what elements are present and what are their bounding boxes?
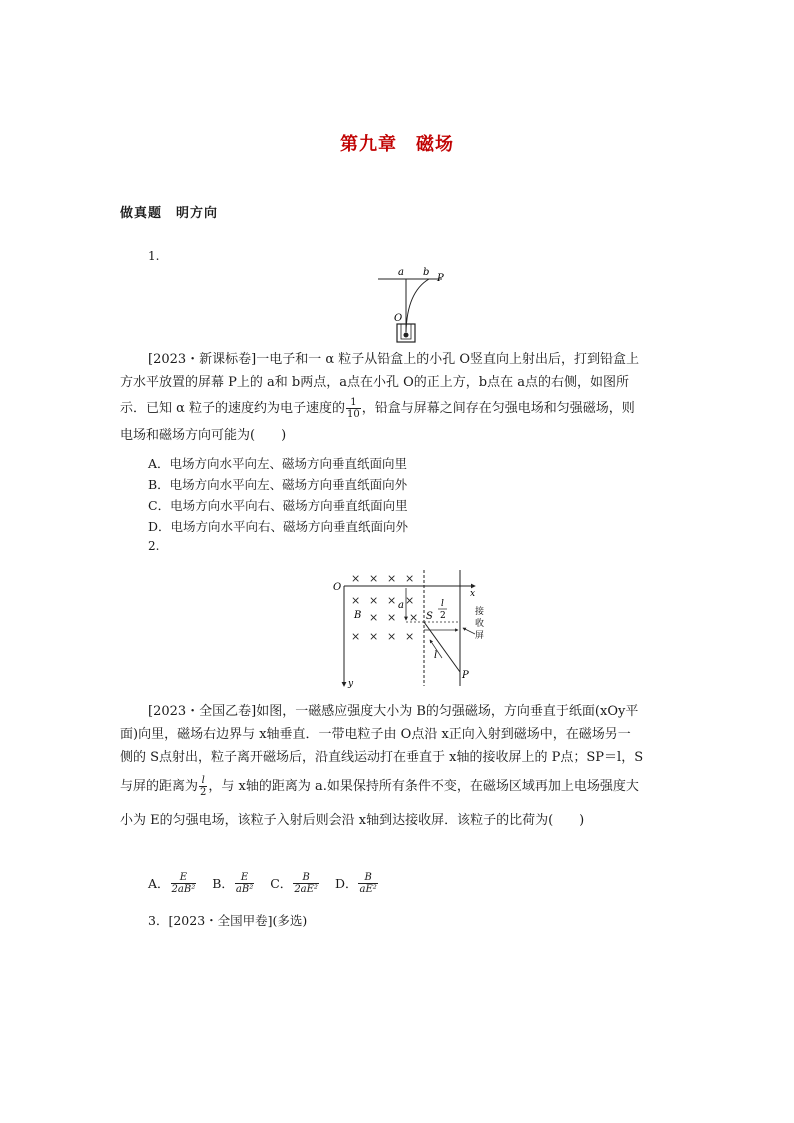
q2-line-5: 小为 E的匀强电场，该粒子入射后则会沿 x轴到达接收屏．该粒子的比荷为( ) <box>120 813 585 828</box>
q2-label-a: a <box>398 600 404 611</box>
q2-option-a-fraction <box>171 872 197 895</box>
q1-line-1: [2023・新课标卷]一电子和一 α 粒子从铅盒上的小孔 O竖直向上射出后，打到铅盒上 <box>148 352 640 367</box>
q2-label-P: P <box>462 670 469 681</box>
svg-text:×: × <box>369 572 379 585</box>
q2-label-S: S <box>426 611 433 622</box>
q1-fraction-num: 1 <box>346 397 361 409</box>
q2-option-b-fraction <box>235 872 254 895</box>
q1-label-P: P <box>437 273 444 284</box>
q2-option-a-den: 2aB² <box>171 884 196 895</box>
svg-text:×: × <box>369 594 379 607</box>
q1-options <box>148 453 408 537</box>
q2-screen-label-3: 屏 <box>475 631 485 641</box>
section-heading: 做真题 明方向 <box>120 206 219 221</box>
q2-label-x: x <box>470 589 476 599</box>
q2-line-4b: ，与 x轴的距离为 a.如果保持所有条件不变，在磁场区域再加上电场强度大 <box>208 779 639 794</box>
question-1-stem <box>120 348 680 447</box>
q2-label-l-num: l <box>441 599 444 609</box>
q2-screen-label-1: 接 <box>475 607 485 617</box>
q1-fraction <box>346 397 361 420</box>
q1-fraction-den: 10 <box>347 409 360 420</box>
q2-label-O: O <box>333 582 342 593</box>
q2-option-b-den: aB² <box>235 884 254 895</box>
svg-text:×: × <box>369 630 379 643</box>
q1-line-3a: 示．已知 α 粒子的速度约为电子速度的 <box>120 401 346 416</box>
q2-figure-diagram <box>330 568 490 692</box>
q1-label-b: b <box>423 267 430 278</box>
q2-option-c-den: 2aE² <box>294 884 318 895</box>
q2-option-a-num: E <box>171 872 197 884</box>
q2-line-3: 侧的 S点射出，粒子离开磁场后，沿直线运动打在垂直于 x轴的接收屏上的 P点；SP＝l，S <box>120 750 644 765</box>
q2-line-4a: 与屏的距离为 <box>120 779 199 794</box>
svg-text:×: × <box>351 594 361 607</box>
svg-text:×: × <box>405 630 415 643</box>
question-3-header: 3．[2023・全国甲卷](多选) <box>148 913 308 928</box>
svg-text:×: × <box>409 611 419 624</box>
svg-text:×: × <box>387 611 397 624</box>
q2-field-crosses <box>351 572 418 643</box>
q2-option-c-letter: C． <box>270 876 293 891</box>
q2-line-1: [2023・全国乙卷]如图，一磁感应强度大小为 B的匀强磁场，方向垂直于纸面(xOy平 <box>148 704 639 719</box>
q2-fraction-num: l <box>199 775 207 787</box>
q2-option-c-fraction <box>293 872 319 895</box>
page-title: 第九章 磁场 <box>340 134 454 155</box>
svg-text:×: × <box>369 611 379 624</box>
q1-option-b: B．电场方向水平向左、磁场方向垂直纸面向外 <box>148 477 408 492</box>
question-1-number: 1. <box>148 249 160 263</box>
q2-line-2: 面)向里，磁场右边界与 x轴垂直．一带电粒子由 O点沿 x正向入射到磁场中，在磁场另一 <box>120 727 631 742</box>
svg-text:×: × <box>405 572 415 585</box>
svg-text:×: × <box>387 594 397 607</box>
q2-label-y: y <box>348 679 354 689</box>
q1-label-a: a <box>398 267 404 278</box>
q1-option-a: A．电场方向水平向左、磁场方向垂直纸面向里 <box>148 456 408 471</box>
q2-fraction <box>199 775 207 798</box>
q2-screen-label-2: 收 <box>475 619 485 629</box>
q2-label-B: B <box>354 610 362 621</box>
q2-option-d-num: B <box>358 872 377 884</box>
q2-option-b-letter: B． <box>212 876 234 891</box>
svg-text:×: × <box>405 594 415 607</box>
q2-option-a-letter: A． <box>148 876 170 891</box>
svg-text:×: × <box>351 630 361 643</box>
svg-text:×: × <box>351 572 361 585</box>
q2-option-d-letter: D． <box>334 876 358 891</box>
q2-option-d-den: aE² <box>359 884 377 895</box>
q2-line-4 <box>120 769 680 805</box>
q2-label-l: l <box>434 650 438 661</box>
q1-label-O: O <box>394 313 403 324</box>
q1-line-2: 方水平放置的屏幕 P上的 a和 b两点，a点在小孔 O的正上方，b点在 a点的右侧，如图所 <box>120 375 629 390</box>
q2-options <box>148 872 379 895</box>
q2-option-d-fraction <box>358 872 377 895</box>
q2-fraction-den: 2 <box>200 787 207 798</box>
q1-line-3b: ，铅盒与屏幕之间存在匀强电场和匀强磁场，则 <box>361 401 635 416</box>
q1-line-3 <box>120 394 680 424</box>
svg-text:×: × <box>387 630 397 643</box>
q2-option-c-num: B <box>293 872 319 884</box>
q1-line-4: 电场和磁场方向可能为( ) <box>120 428 287 443</box>
q1-option-d: D．电场方向水平向右、磁场方向垂直纸面向外 <box>148 519 409 534</box>
q1-figure-diagram <box>370 262 460 344</box>
q2-label-l-den: 2 <box>440 611 446 621</box>
q2-option-b-num: E <box>235 872 254 884</box>
question-2-stem <box>120 700 680 832</box>
question-2-number: 2. <box>148 539 160 553</box>
q1-option-c: C．电场方向水平向右、磁场方向垂直纸面向里 <box>148 498 408 513</box>
svg-text:×: × <box>387 572 397 585</box>
